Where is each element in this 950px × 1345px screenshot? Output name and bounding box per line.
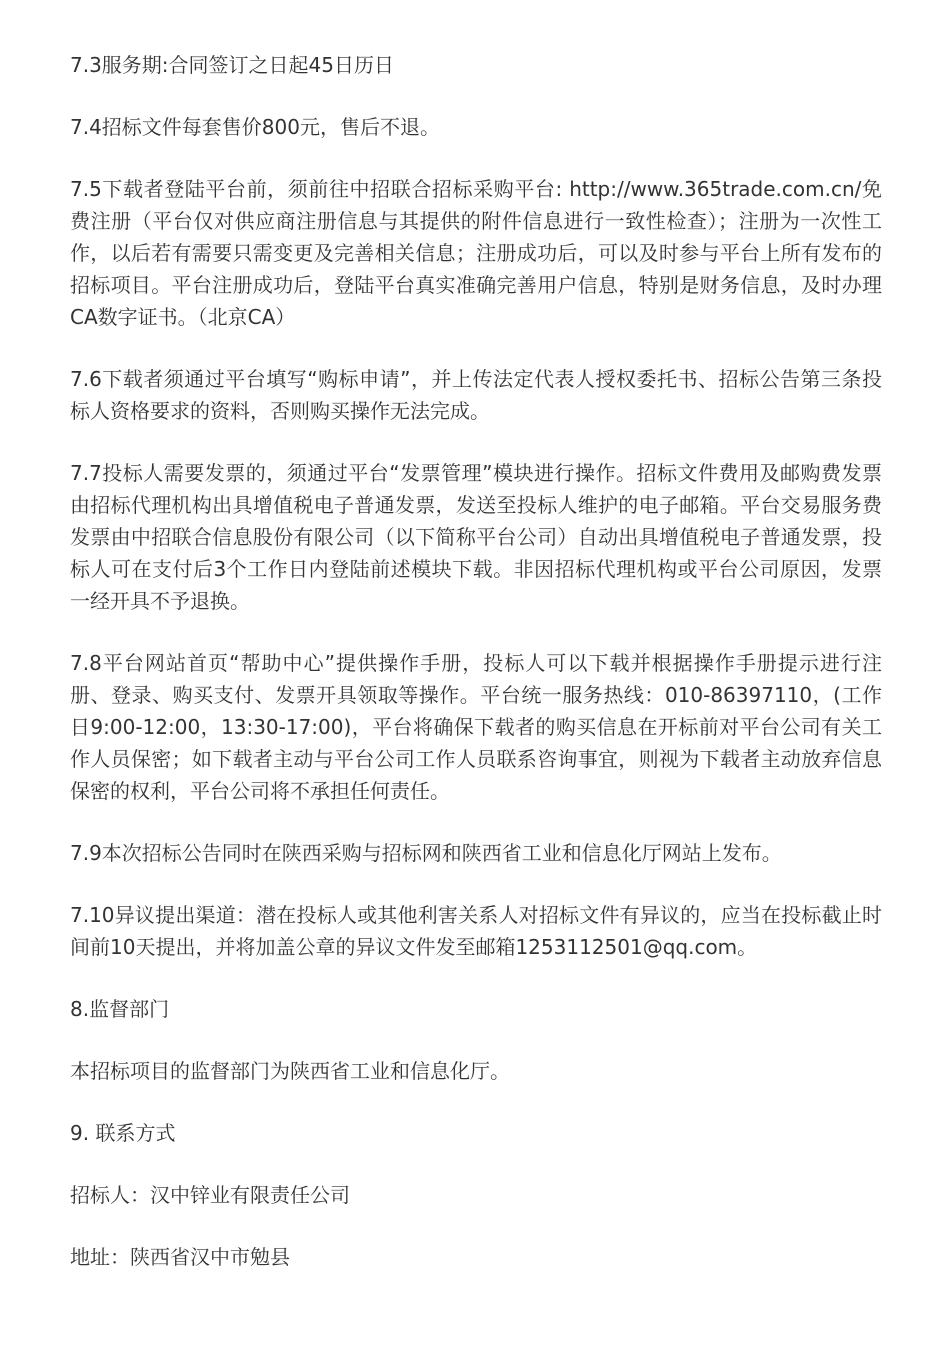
clause-7-4-document-price: 7.4招标文件每套售价800元，售后不退。 [70,115,440,139]
clause-7-6-purchase-application: 7.6下载者须通过平台填写“购标申请”，并上传法定代表人授权委托书、招标公告第三条投标人资格要求的资料，否则购买操作无法完成。 [70,367,882,423]
clause-7-3-service-period: 7.3服务期:合同签订之日起45日历日 [70,53,394,77]
section-9-heading: 9. 联系方式 [70,1121,176,1145]
document-body [70,49,882,1303]
clause-7-5-platform-registration: 7.5下载者登陆平台前，须前往中招联合招标采购平台: http://www.365trade.com.cn/免费注册（平台仅对供应商注册信息与其提供的附件信息进行一致性检查）；注册为一次性工作，以后若有需要只需变更及完善相关信息；注册成功后，可以及时参与平台上所有发布的招标项目。平台注册成功后，登陆平台真实准确完善用户信息，特别是财务信息，及时办理CA数字证书。（北京CA） [70,177,882,329]
section-8-heading: 8.监督部门 [70,997,170,1021]
clause-7-9-publication: 7.9本次招标公告同时在陕西采购与招标网和陕西省工业和信息化厅网站上发布。 [70,841,782,865]
clause-7-7-invoice: 7.7投标人需要发票的，须通过平台“发票管理”模块进行操作。招标文件费用及邮购费发票由招标代理机构出具增值税电子普通发票，发送至投标人维护的电子邮箱。平台交易服务费发票由中招联合信息股份有限公司（以下简称平台公司）自动出具增值税电子普通发票，投标人可在支付后3个工作日内登陆前述模块下载。非因招标代理机构或平台公司原因，发票一经开具不予退换。 [70,461,882,613]
tenderer-address: 地址：陕西省汉中市勉县 [70,1245,290,1269]
clause-7-8-help-center: 7.8平台网站首页“帮助中心”提供操作手册，投标人可以下载并根据操作手册提示进行注册、登录、购买支付、发票开具领取等操作。平台统一服务热线：010-86397110，(工作日9:00-12:00，13:30-17:00)，平台将确保下载者的购买信息在开标前对平台公司有关工作人员保密；如下载者主动与平台公司工作人员联系咨询事宜，则视为下载者主动放弃信息保密的权利，平台公司将不承担任何责任。 [70,651,882,803]
tenderer-name: 招标人：汉中锌业有限责任公司 [70,1183,350,1207]
clause-7-10-objection-channel: 7.10异议提出渠道：潜在投标人或其他利害关系人对招标文件有异议的，应当在投标截止时间前10天提出，并将加盖公章的异议文件发至邮箱1253112501@qq.com。 [70,903,882,959]
supervision-department-text: 本招标项目的监督部门为陕西省工业和信息化厅。 [70,1059,510,1083]
